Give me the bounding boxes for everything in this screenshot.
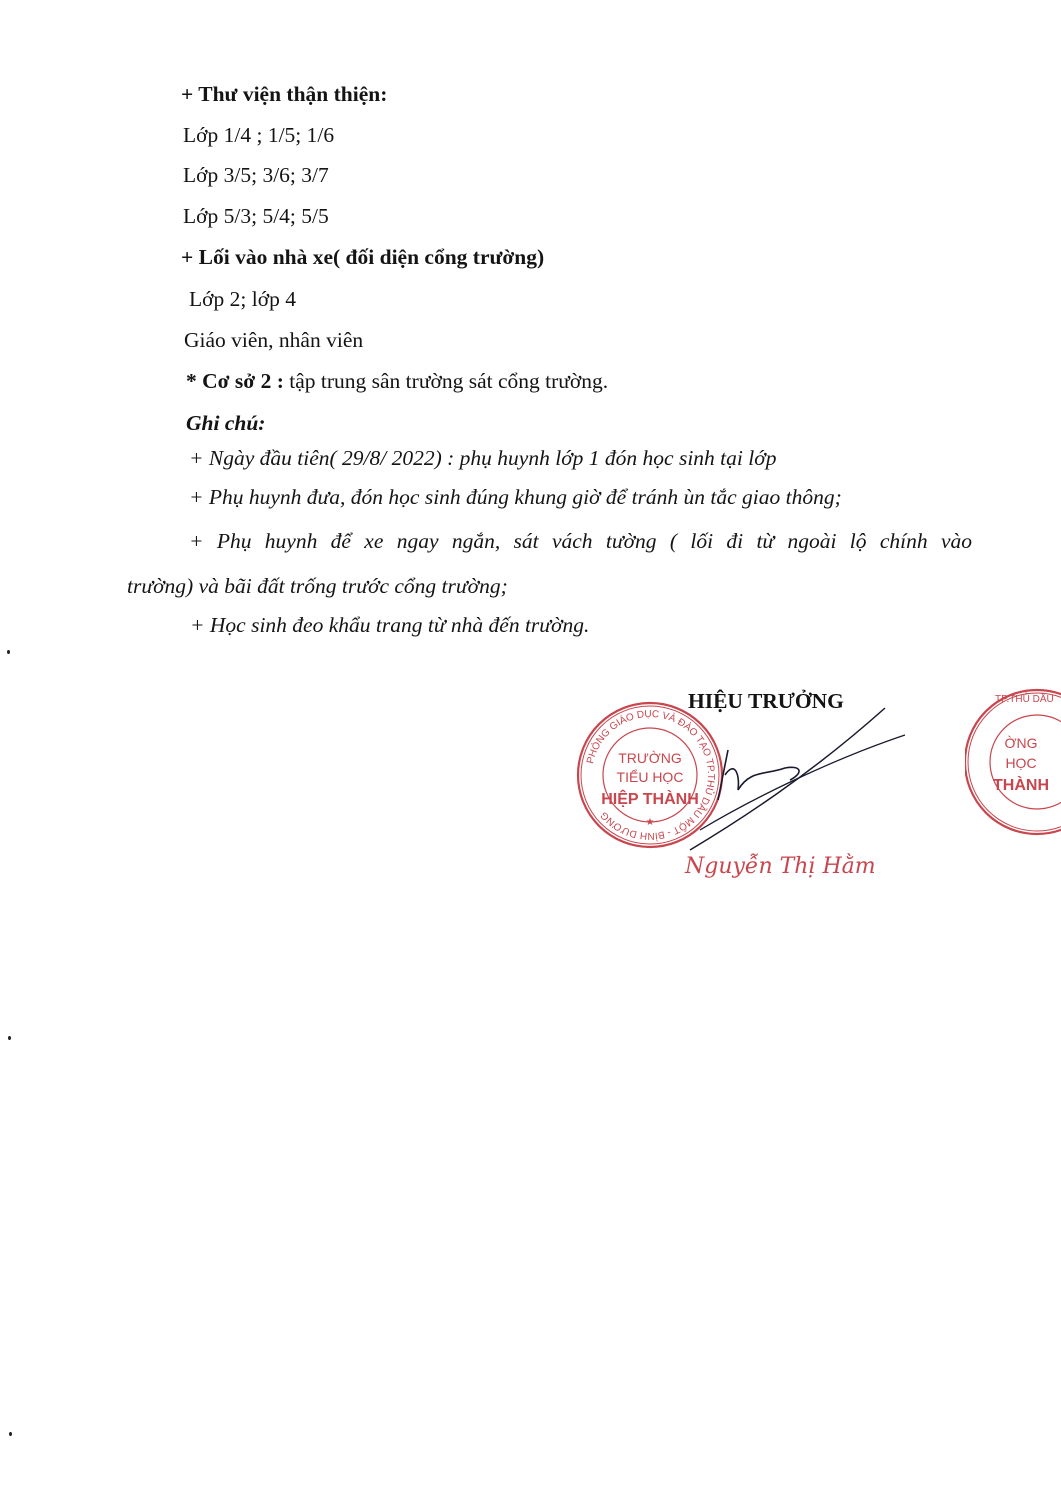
handwritten-signature — [640, 680, 930, 890]
campus-2-text: tập trung sân trường sát cổng trường. — [283, 369, 609, 393]
note-3-first-line: + Phụ huynh để xe ngay ngắn, sát vách tường ( lối đi từ ngoài lộ chính vào — [189, 529, 972, 553]
notes-heading: Ghi chú: — [186, 411, 266, 435]
svg-text:TP.THỦ DẦU: TP.THỦ DẦU — [995, 694, 1054, 705]
svg-text:ỜNG: ỜNG — [1004, 735, 1038, 751]
section-heading-library: + Thư viện thận thiện: — [181, 82, 388, 106]
stamp-line-1: TRƯỜNG — [618, 750, 682, 766]
partial-stamp-right-edge — [965, 680, 1061, 840]
campus-2-line — [186, 368, 608, 394]
stamp-ring-text: PHÒNG GIÁO DỤC VÀ ĐÀO TẠO TP.THỦ DẦU MỘT - BÌNH DƯƠNG — [585, 708, 717, 842]
stamp-line-3: HIỆP THÀNH — [601, 791, 699, 808]
signature-title: HIỆU TRƯỞNG — [688, 689, 844, 713]
note-3-continuation: trường) và bãi đất trống trước cổng trường; — [127, 574, 508, 598]
svg-text:★: ★ — [645, 817, 655, 828]
scan-speck — [9, 1432, 12, 1436]
svg-text:HỌC: HỌC — [1005, 755, 1037, 771]
section-heading-parking-entrance: + Lối vào nhà xe( đối diện cổng trường) — [181, 245, 545, 269]
staff-line: Giáo viên, nhân viên — [184, 328, 364, 352]
class-list-grade3: Lớp 3/5; 3/6; 3/7 — [183, 163, 329, 187]
signatory-name: Nguyễn Thị Hằm — [685, 854, 876, 879]
svg-text:THÀNH: THÀNH — [993, 777, 1049, 794]
note-1: + Ngày đầu tiên( 29/8/ 2022) : phụ huynh lớp 1 đón học sinh tại lớp — [189, 446, 777, 470]
class-list-grade2-4: Lớp 2; lớp 4 — [189, 287, 296, 311]
scan-speck — [8, 1036, 11, 1040]
class-list-grade5: Lớp 5/3; 5/4; 5/5 — [183, 204, 329, 228]
campus-2-label: * Cơ sở 2 : — [186, 369, 284, 393]
scan-speck — [7, 650, 10, 654]
class-list-grade1: Lớp 1/4 ; 1/5; 1/6 — [183, 123, 335, 147]
stamp-line-2: TIỂU HỌC — [616, 769, 684, 785]
note-2: + Phụ huynh đưa, đón học sinh đúng khung giờ để tránh ùn tắc giao thông; — [189, 485, 842, 509]
note-4: + Học sinh đeo khẩu trang từ nhà đến trường. — [190, 613, 590, 637]
